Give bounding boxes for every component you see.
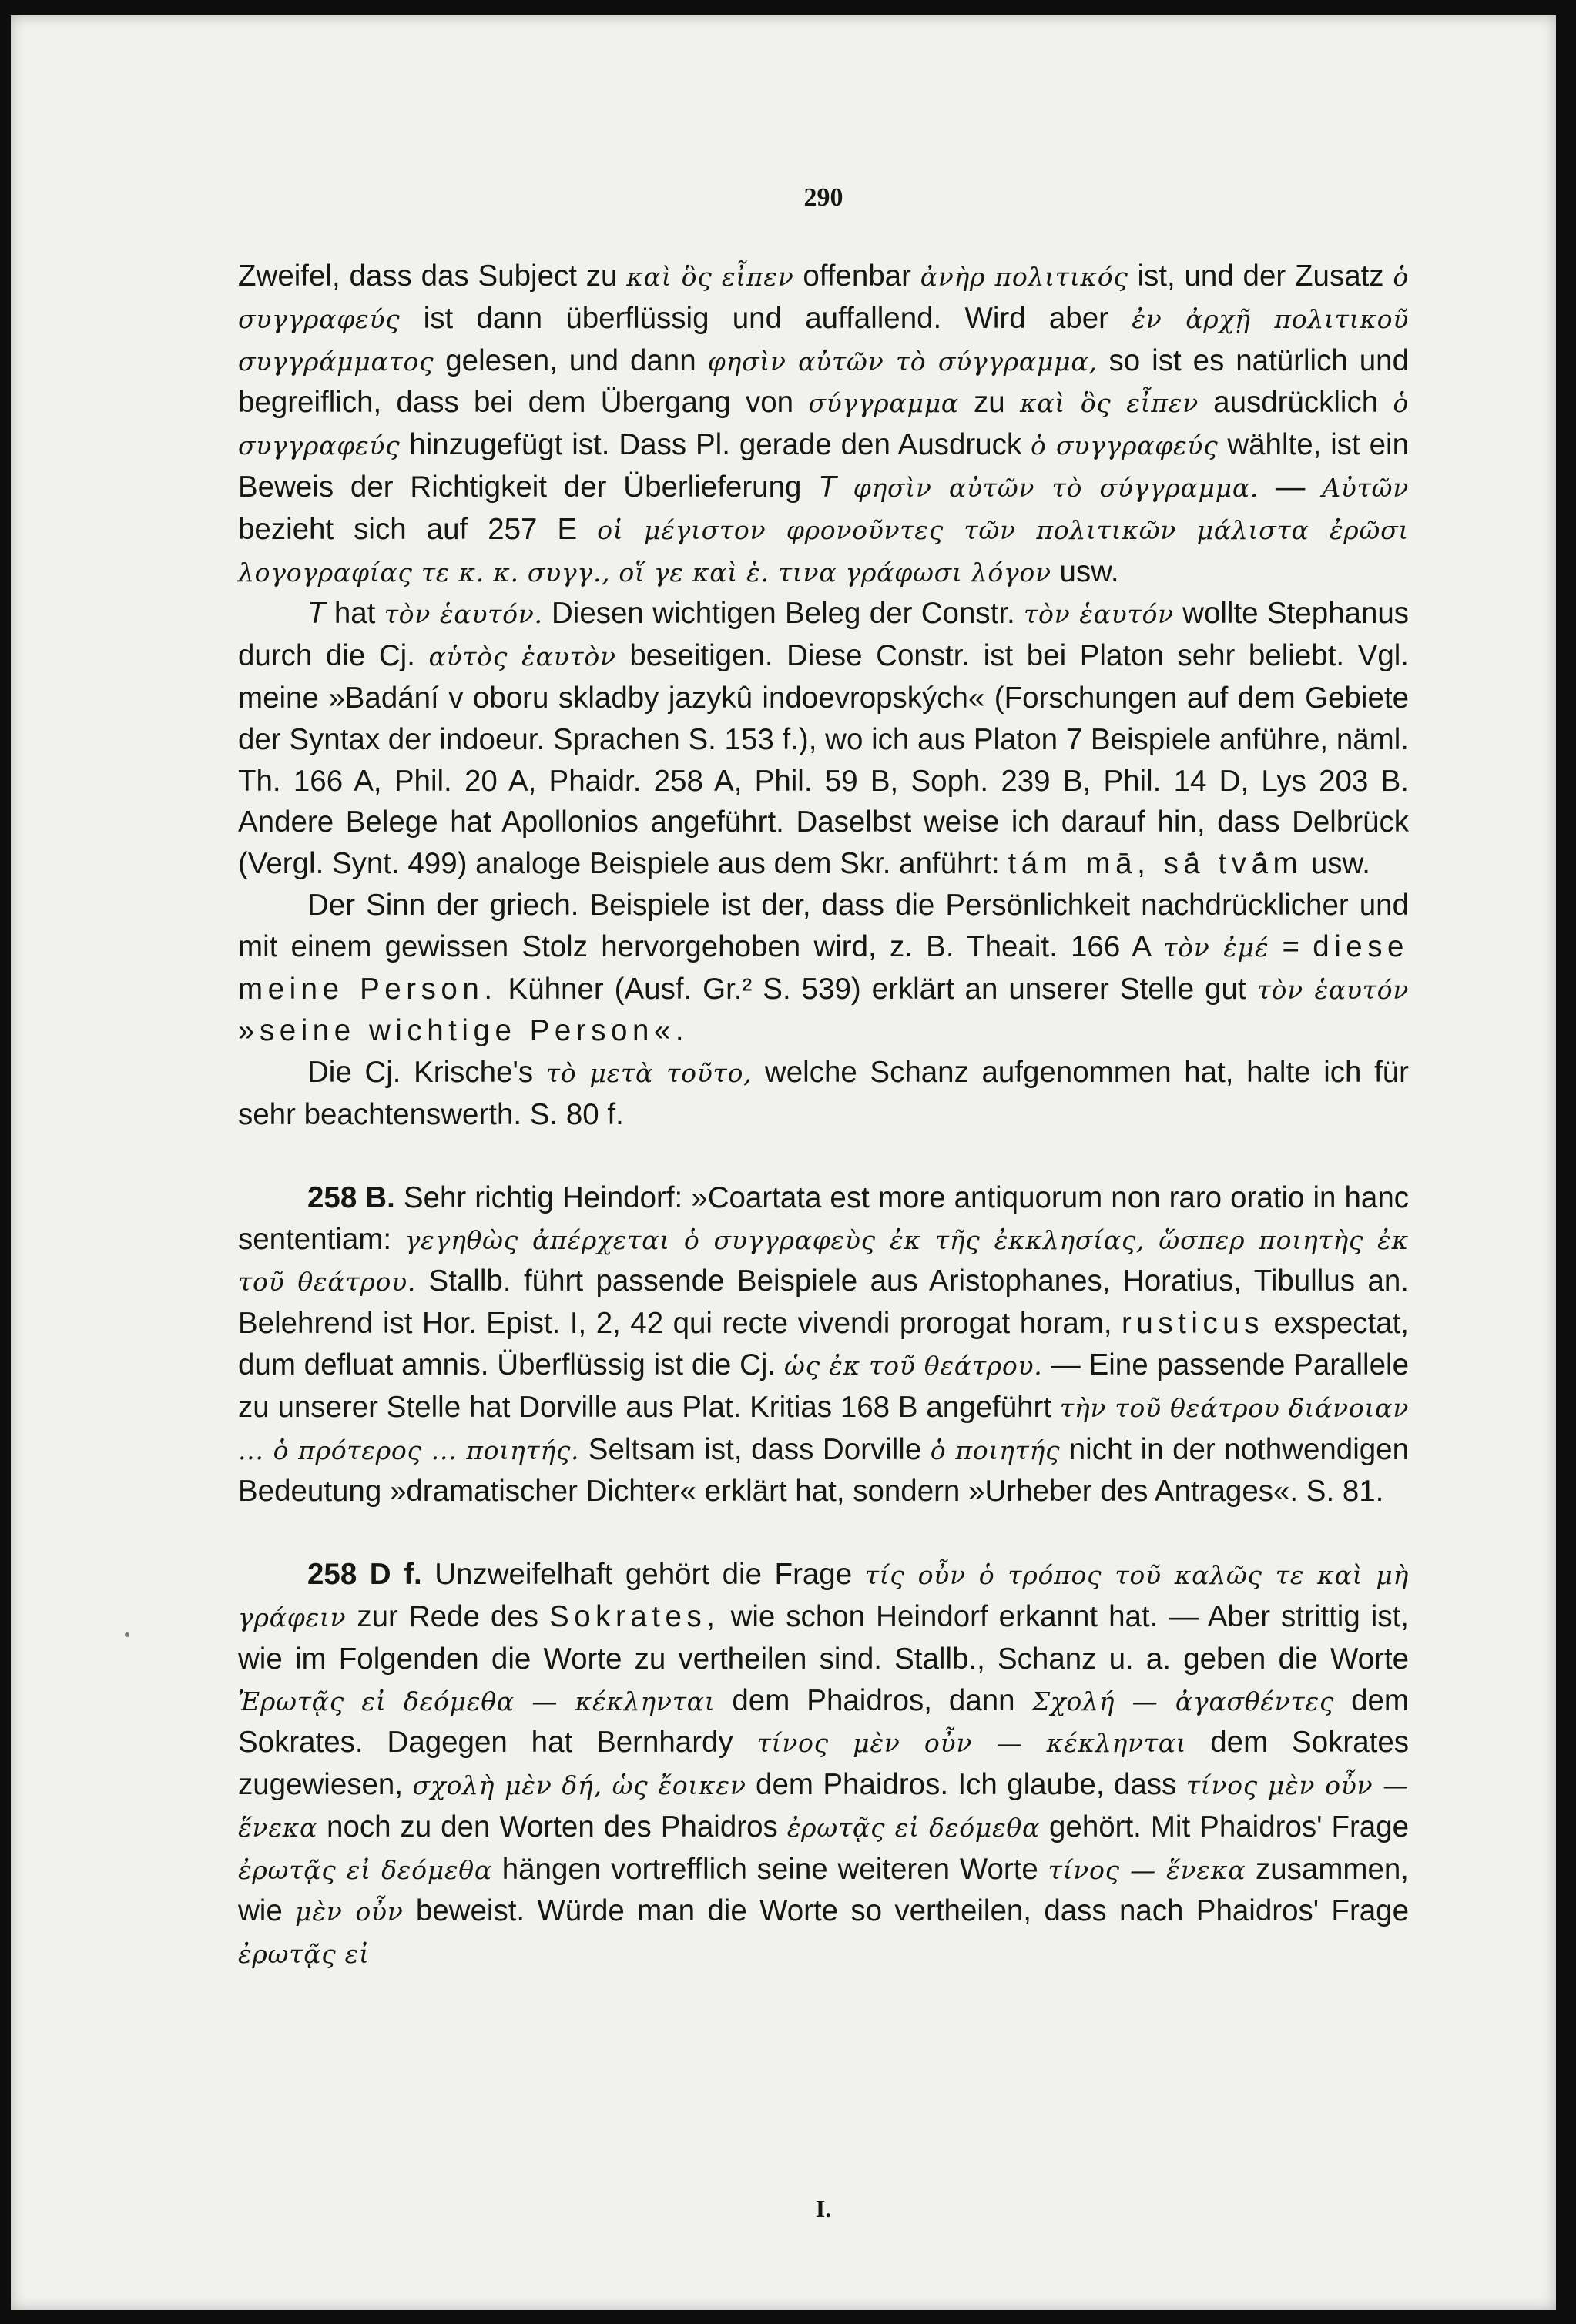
text-run: wie schon Heindorf erkannt hat. — Aber strittig ist, wie im Folgenden die Worte zu vertheilen sind. Stallb., Schanz u. a. geben die Worte [238, 1599, 1409, 1676]
greek-quote: Αὐτῶν [1322, 472, 1409, 503]
greek-quote: ἐν ἀρχῇ πολιτικοῦ συγγράμματος [238, 303, 1410, 377]
text-run: bezieht sich auf 257 E [238, 512, 598, 546]
text-run: wollte Stephanus durch die Cj. [238, 597, 1410, 673]
text-run: gehört. Mit Phaidros' Frage [1040, 1810, 1410, 1843]
signature-mark: I. [815, 2195, 832, 2222]
greek-quote: τίνος μὲν οὖν — κέκληνται [756, 1728, 1187, 1759]
text-run: dem Sokrates zugewiesen, [238, 1726, 1409, 1802]
text-run: offenbar [793, 260, 920, 293]
spaced-emphasis: rusticus [1122, 1307, 1265, 1341]
paragraph [238, 1052, 1409, 1136]
greek-quote: ὁ ποιητής [930, 1435, 1061, 1465]
greek-quote: ὁ συγγραφεύς [238, 262, 1409, 334]
text-run: Sehr richtig Heindorf: »Coartata est more antiquorum non raro oratio in hanc sententiam: [238, 1180, 1409, 1256]
text-run: Zweifel, dass das Subject zu [238, 260, 627, 293]
text-run: hinzugefügt ist. Dass Pl. gerade den Ausdruck [400, 428, 1031, 462]
text-run [837, 470, 853, 504]
text-run: Kühner (Ausf. Gr.² S. 539) erklärt an unserer Stelle gut [497, 972, 1257, 1006]
text-run: hängen vortrefflich seine weiteren Worte [491, 1852, 1048, 1886]
greek-quote: σχολὴ μὲν δή, ὡς ἔοικεν [412, 1770, 746, 1801]
greek-quote: τὸ μετὰ τοῦτο, [545, 1058, 753, 1089]
paragraph [238, 593, 1409, 885]
paragraph [238, 885, 1409, 1052]
greek-quote: ἀνὴρ πολιτικός [920, 262, 1128, 292]
text-run: Unzweifelhaft gehört die Frage [421, 1558, 865, 1592]
greek-quote: ὡς ἐκ τοῦ θεάτρου. [783, 1350, 1043, 1381]
greek-quote: γεγηθὼς ἀπέρχεται ὁ συγγραφεὺς ἐκ τῆς ἐκκλησίας, ὥσπερ ποιητὴς ἐκ τοῦ θεάτρου. [238, 1224, 1409, 1298]
greek-quote: τίνος — ἕνεκα [1048, 1854, 1246, 1885]
greek-quote: φησὶν αὐτῶν τὸ σύγγραμμα. [853, 472, 1259, 503]
greek-quote: αὑτὸς ἑαυτὸν [428, 641, 616, 672]
greek-quote: τὴν τοῦ θεάτρου διάνοιαν ... ὁ πρότερος ... ποιητής. [238, 1392, 1409, 1465]
greek-quote: καὶ ὃς εἶπεν [626, 262, 794, 292]
text-run: ausdrücklich [1198, 386, 1393, 420]
speck-mark [125, 1632, 129, 1637]
text-run: welche Schanz aufgenommen hat, halte ich für sehr beachtenswerth. S. 80 f. [238, 1056, 1409, 1131]
text-run: ist dann überflüssig und auffallend. Wird aber [400, 301, 1132, 335]
greek-quote: ἐρωτᾷς εἰ δεόμεθα [238, 1854, 492, 1885]
text-run: dem Phaidros, dann [715, 1683, 1032, 1717]
text-run: hat [325, 597, 384, 631]
manuscript-siglum: T [818, 470, 837, 504]
greek-quote: οἱ μέγιστον φρονοῦντες τῶν πολιτικῶν μάλιστα ἐρῶσι λογογραφίας τε κ. κ. συγγ., οἵ γε καὶ ἑ. τινα γράφωσι λόγον [238, 514, 1410, 588]
text-run: nicht in der nothwendigen Bedeutung »dramatischer Dichter« erklärt hat, sondern »Urheber des Antrages«. S. 81. [238, 1432, 1409, 1509]
text-run: Die Cj. Krische's [307, 1056, 546, 1090]
greek-quote: ἐρωτᾷς εἰ [238, 1939, 370, 1970]
page-number: 290 [803, 183, 843, 212]
text-run: so ist es natürlich und begreiflich, dass bei dem Übergang von [238, 343, 1409, 420]
text-run: zur Rede des [346, 1599, 549, 1633]
section-reference: 258 D f. [307, 1558, 422, 1592]
paragraph [238, 256, 1409, 593]
text-run: wählte, ist ein Beweis der Richtigkeit der Überlieferung [238, 428, 1410, 504]
text-run: gelesen, und dann [434, 343, 708, 377]
text-run: dem Sokrates. Dagegen hat Bernhardy [238, 1683, 1409, 1760]
greek-quote: Σχολή — ἀγασθέντες [1031, 1686, 1335, 1716]
text-run: beseitigen. Diese Constr. ist bei Platon sehr beliebt. Vgl. meine »Badání v oboru skladby jazykû indoevropských« (Forschungen auf dem Gebiete der Syntax der indoeur. Sprachen S. 153 f.), wo ich aus Platon 7 Beispiele anführe, näml. Th. 166 A, Phil. 20 A, Phaidr. 258 A, Phil. 59 B, Soph. 239 B, Phil. 14 D, Lys 203 B. Andere Belege hat Apollonios angeführt. Daselbst weise ich darauf hin, dass Delbrück (Vergl. Synt. 499) analoge Beispiele aus dem Skr. anführt: [238, 639, 1410, 881]
text-run: zu [958, 386, 1020, 420]
greek-quote: τίς οὖν ὁ τρόπος τοῦ καλῶς τε καὶ μὴ γράφειν [238, 1560, 1409, 1632]
greek-quote: Ἐρωτᾷς εἰ δεόμεθα — κέκληνται [238, 1686, 716, 1716]
greek-quote: ὁ συγγραφεύς [238, 388, 1409, 461]
greek-quote: τὸν ἐμέ [1163, 932, 1269, 963]
text-run: Stallb. führt passende Beispiele aus Aristophanes, Horatius, Tibullus an. Belehrend ist Hor. Epist. I, 2, 42 qui recte vivendi prorogat horam, [238, 1264, 1409, 1341]
greek-quote: ὁ συγγραφεύς [1031, 430, 1219, 461]
text-run: noch zu den Worten des Phaidros [317, 1810, 787, 1843]
greek-quote: φησὶν αὐτῶν τὸ σύγγραμμα, [707, 346, 1098, 377]
section-reference: 258 B. [307, 1180, 395, 1214]
greek-quote: τὸν ἑαυτόν [1256, 974, 1409, 1005]
paragraph [238, 1177, 1409, 1512]
text-run: beweist. Würde man die Worte so vertheilen, dass nach Phaidros' Frage [403, 1894, 1410, 1928]
text-run: = [1269, 929, 1313, 963]
spaced-emphasis: diese meine Person. [238, 929, 1409, 1006]
text-run: usw. [1303, 847, 1370, 881]
manuscript-siglum: T [307, 597, 326, 631]
text-run: Diesen wichtigen Beleg der Constr. [542, 597, 1024, 631]
text-run: — [1259, 470, 1323, 504]
greek-quote: μὲν οὖν [295, 1897, 404, 1927]
text-run: usw. [1051, 554, 1119, 588]
text-body [238, 256, 1409, 1975]
text-run: — Eine passende Parallele zu unserer Stelle hat Dorville aus Plat. Kritias 168 B angeführt [238, 1348, 1409, 1424]
text-run: ist, und der Zusatz [1128, 260, 1393, 293]
text-run: Seltsam ist, dass Dorville [579, 1432, 931, 1466]
text-run: exspectat, dum defluat amnis. Überflüssig ist die Cj. [238, 1307, 1409, 1381]
spaced-emphasis: »seine wichtige Person«. [238, 1014, 689, 1048]
paragraph [238, 1554, 1409, 1975]
book-page [11, 15, 1556, 2310]
spaced-emphasis: tám mā, sā́ tvā́m [1008, 847, 1303, 881]
greek-quote: τίνος μὲν οὖν — ἕνεκα [238, 1770, 1409, 1843]
greek-quote: τὸν ἑαυτόν. [384, 599, 543, 630]
spaced-emphasis: Sokrates, [549, 1599, 720, 1633]
greek-quote: καὶ ὃς εἶπεν [1019, 388, 1199, 419]
text-run: zusammen, wie [238, 1852, 1410, 1928]
greek-quote: ἐρωτᾷς εἰ δεόμεθα [786, 1812, 1041, 1843]
greek-quote: σύγγραμμα [808, 388, 959, 419]
text-run: dem Phaidros. Ich glaube, dass [746, 1768, 1186, 1802]
text-run: Der Sinn der griech. Beispiele ist der, dass die Persönlichkeit nachdrücklicher und mit einem gewissen Stolz hervorgehoben wird, z. B. Theait. 166 A [238, 888, 1409, 963]
greek-quote: τὸν ἑαυτόν [1024, 599, 1174, 630]
